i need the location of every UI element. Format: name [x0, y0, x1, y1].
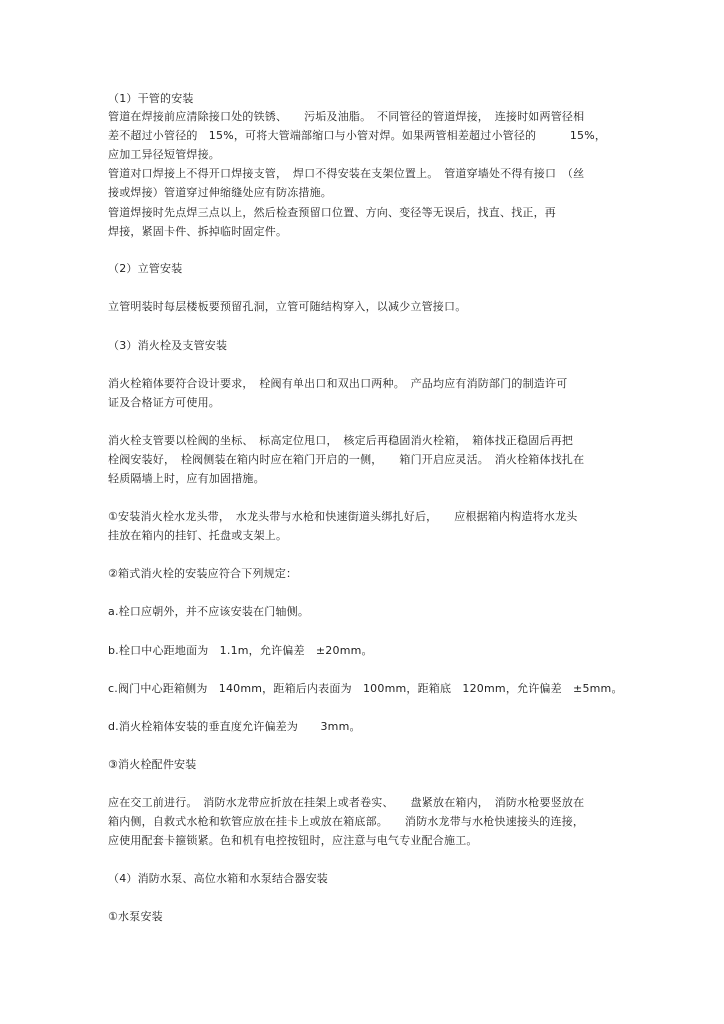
list-item-line: d.消火栓箱体安装的垂直度允许偏差为 3mm。: [108, 720, 361, 733]
paragraph-line: 消火栓支管要以栓阀的坐标、 标高定位甩口， 核定后再稳固消火栓箱， 箱体找正稳固后再把: [108, 434, 574, 447]
list-item-line: ②箱式消火栓的安装应符合下列规定：: [108, 567, 298, 580]
section-4-heading: （4）消防水泵、高位水箱和水泵结合器安装: [108, 872, 328, 885]
list-item-line: 挂放在箱内的挂钉、托盘或支架上。: [108, 529, 288, 542]
section-3-heading: （3）消火栓及支管安装: [108, 339, 228, 352]
list-item-line: b.栓口中心距地面为 1.1m，允许偏差 ±20mm。: [108, 644, 373, 657]
paragraph-line: 焊接，紧固卡件、拆掉临时固定件。: [108, 225, 288, 238]
paragraph-line: 管道对口焊接上不得开口焊接支管， 焊口不得安装在支架位置上。 管道穿墙处不得有接口 （丝: [108, 167, 585, 180]
paragraph-line: 消火栓箱体要符合设计要求， 栓阀有单出口和双出口两种。 产品均应有消防部门的制造许可: [108, 377, 568, 390]
paragraph-line: 接或焊接）管道穿过伸缩缝处应有防冻措施。: [108, 186, 332, 199]
list-item-line: c.阀门中心距箱侧为 140mm，距箱后内表面为 100mm，距箱底 120mm，允许偏差 ±5mm。: [108, 682, 623, 695]
paragraph-line: 差不超过小管径的 15%，可将大管端部缩口与小管对焊。如果两管相差超过小管径的 15%，: [108, 129, 607, 142]
paragraph-line: 立管明装时每层楼板要预留孔洞，立管可随结构穿入，以减少立管接口。: [108, 300, 467, 313]
list-item-line: a.栓口应朝外，并不应该安装在门轴侧。: [108, 605, 310, 618]
paragraph-line: 栓阀安装好， 栓阀侧装在箱内时应在箱门开启的一侧， 箱门开启应灵活。 消火栓箱体找扎在: [108, 453, 585, 466]
paragraph-line: 箱内侧，自救式水枪和软管应放在挂卡上或放在箱底部。 消防水龙带与水枪快速接头的连接，: [108, 815, 585, 828]
paragraph-line: 管道在焊接前应清除接口处的铁锈、 污垢及油脂。 不同管径的管道焊接， 连接时如两管径相: [108, 110, 585, 123]
paragraph-line: 证及合格证方可使用。: [108, 396, 220, 409]
paragraph-line: 轻质隔墙上时，应有加固措施。: [108, 472, 265, 485]
list-item-line: ③消火栓配件安装: [108, 758, 197, 771]
section-1-heading: （1）干管的安装: [108, 92, 194, 105]
paragraph-line: 应在交工前进行。 消防水龙带应折放在挂架上或者卷实、 盘紧放在箱内， 消防水枪要竖放在: [108, 796, 585, 809]
list-item-line: ①水泵安装: [108, 910, 163, 923]
list-item-line: ①安装消火栓水龙头带， 水龙头带与水枪和快速街道头绑扎好后， 应根据箱内构造将水龙头: [108, 510, 578, 523]
section-2-heading: （2）立管安装: [108, 262, 183, 275]
paragraph-line: 应使用配套卡箍锁紧。色和机有电控按钮时，应注意与电气专业配合施工。: [108, 834, 478, 847]
paragraph-line: 应加工异径短管焊接。: [108, 148, 220, 161]
paragraph-line: 管道焊接时先点焊三点以上，然后检查预留口位置、方向、变径等无误后，找直、找正，再: [108, 206, 556, 219]
